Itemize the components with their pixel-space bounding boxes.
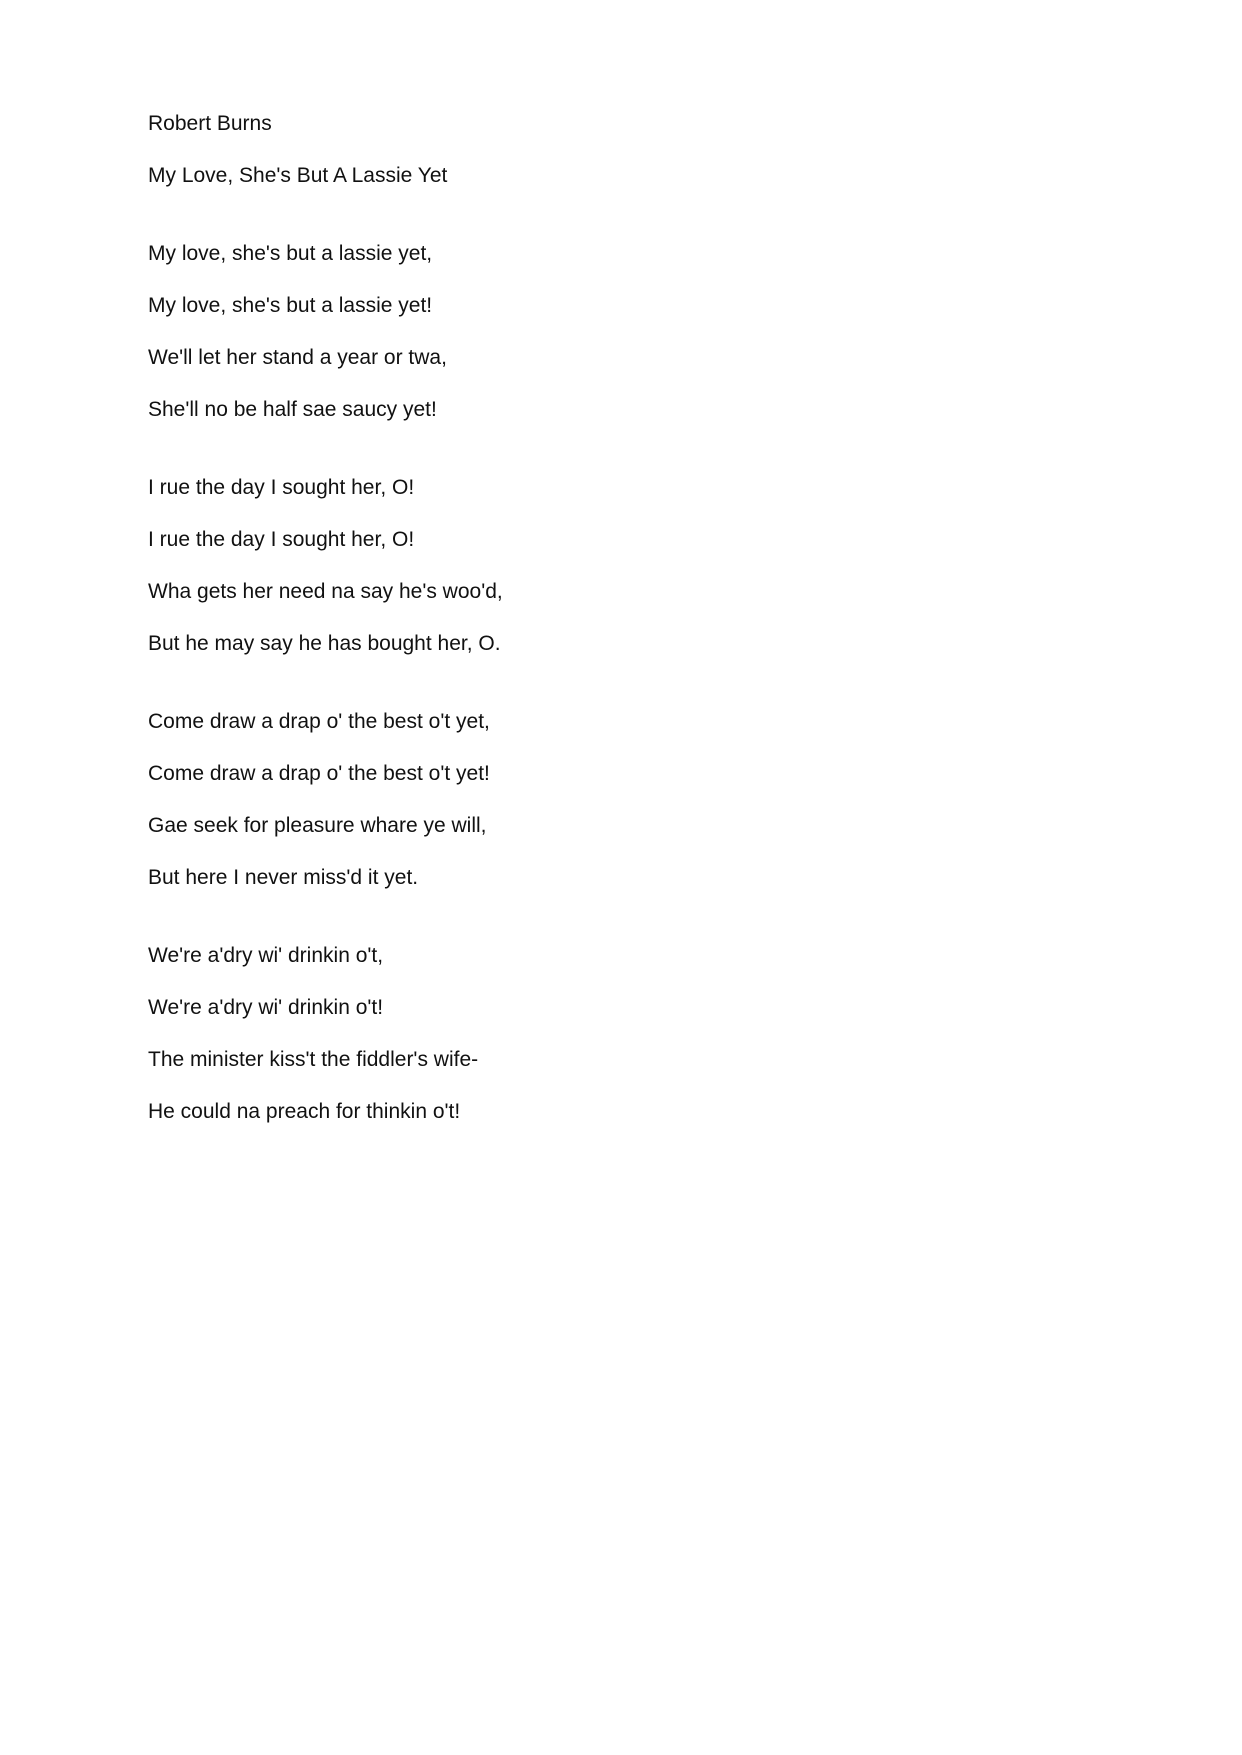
poem-line: But here I never miss'd it yet.	[148, 866, 419, 889]
poem-line: Come draw a drap o' the best o't yet,	[148, 710, 490, 733]
poem-line: My love, she's but a lassie yet!	[148, 294, 433, 317]
stanza-3	[148, 709, 1108, 891]
stanza-2	[148, 475, 1108, 657]
poem-line: My love, she's but a lassie yet,	[148, 242, 433, 265]
poem-line: I rue the day I sought her, O!	[148, 476, 415, 499]
poem-line: I rue the day I sought her, O!	[148, 528, 415, 551]
stanza-1	[148, 241, 1108, 423]
poem-line: She'll no be half sae saucy yet!	[148, 398, 437, 421]
poem-line: We're a'dry wi' drinkin o't!	[148, 996, 384, 1019]
poem-title: My Love, She's But A Lassie Yet	[148, 164, 448, 187]
stanza-4	[148, 943, 1108, 1125]
poem-line: Come draw a drap o' the best o't yet!	[148, 762, 490, 785]
poem-line: But he may say he has bought her, O.	[148, 632, 501, 655]
poem-line: Gae seek for pleasure whare ye will,	[148, 814, 487, 837]
poem-line: The minister kiss't the fiddler's wife-	[148, 1048, 479, 1071]
author-name: Robert Burns	[148, 112, 272, 135]
poem-line: We're a'dry wi' drinkin o't,	[148, 944, 384, 967]
poem-line: He could na preach for thinkin o't!	[148, 1100, 461, 1123]
poem-line: We'll let her stand a year or twa,	[148, 346, 447, 369]
poem-line: Wha gets her need na say he's woo'd,	[148, 580, 503, 603]
document-content	[148, 111, 1108, 1125]
